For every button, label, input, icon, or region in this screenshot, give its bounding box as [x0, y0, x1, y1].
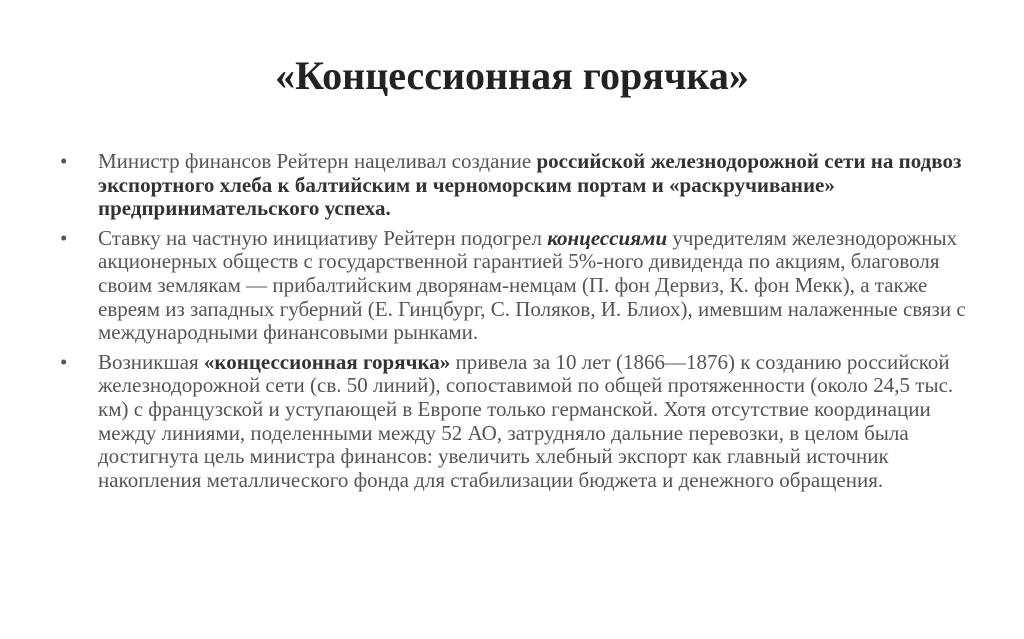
bullet-item-1: [58, 150, 968, 221]
bullet-3-bold-term: «концессионная горячка»: [203, 349, 451, 374]
bullet-list: [58, 150, 968, 498]
bullet-icon: •: [60, 225, 68, 250]
bullet-item-2: [58, 227, 968, 345]
bullet-2-text-start: Ставку на частную инициативу Рейтерн подогрел: [98, 225, 548, 250]
bullet-icon: •: [60, 349, 68, 374]
bullet-1-text: Министр финансов Рейтерн нацеливал создание: [98, 149, 537, 173]
bullet-1-bold-text: российской железнодорожной сети на подвоз экспортного хлеба к балтийским и черноморским портам и «раскручивание» предпринимательского успеха.: [98, 149, 962, 221]
bullet-2-text-end: учредителям железнодорожных акционерных обществ с государственной гарантией 5%-ного дивиденда по акциям, благоволя своим землякам — прибалтийским дворянам-немцам (П. фон Дервиз, К. фон Мекк), а также евреям из западных губерний (Е. Гинцбург, С. Поляков, И. Блиох), имевшим налаженные связи с международными финансовыми рынками.: [98, 225, 966, 345]
bullet-3-text-end: привела за 10 лет (1866—1876) к созданию российской железнодорожной сети (св. 50 линий), сопоставимой по общей протяженности (около 24,5 тыс. км) с французской и уступающей в Европе только германской. Хотя отсутствие координации между линиями, поделенными между 52 АО, затрудняло дальние перевозки, в целом была достигнута цель министра финансов: увеличить хлебный экспорт как главный источник накопления металлического фонда для стабилизации бюджета и денежного обращения.: [98, 349, 954, 492]
bullet-3-text-start: Возникшая: [98, 349, 204, 374]
bullet-icon: •: [60, 149, 68, 173]
bullet-item-3: [58, 351, 968, 493]
bullet-2-emphasis: концессиями: [547, 225, 668, 250]
slide-title: «Концессионная горячка»: [275, 53, 749, 98]
